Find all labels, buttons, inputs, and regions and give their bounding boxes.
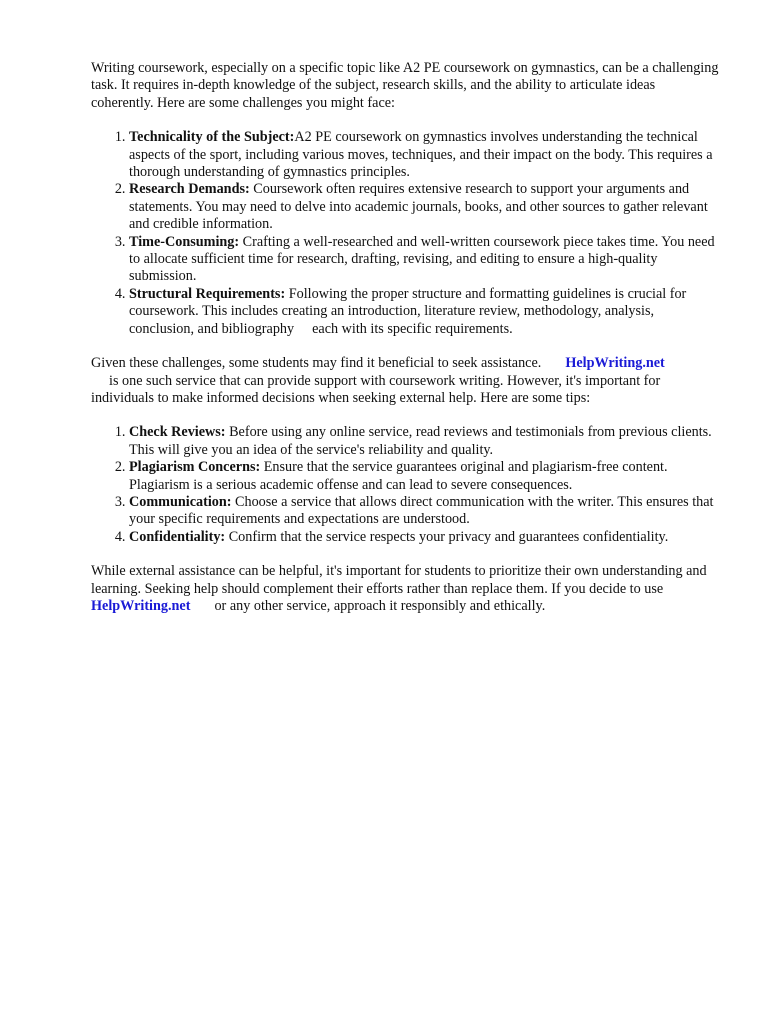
tip-text: Ensure that the service guarantees original and plagiarism-free content. Plagiarism is a serious academic offense and can lead to severe consequences. [129, 459, 668, 493]
tip-text: Before using any online service, read reviews and testimonials from previous clients. This will give you an idea of the service's reliability and quality. [129, 424, 712, 458]
challenge-term: Research Demands: [129, 181, 250, 198]
tip-term: Communication: [129, 493, 232, 510]
challenge-text: Coursework often requires extensive research to support your arguments and statements. You may need to delve into academic journals, books, and other sources to gather relevant and credible information. [129, 181, 708, 233]
tip-item-plagiarism [129, 459, 721, 494]
tip-text: Confirm that the service respects your privacy and guarantees confidentiality. [225, 528, 669, 545]
closing-text-after: or any other service, approach it responsibly and ethically. [214, 597, 546, 614]
document-page [91, 60, 721, 615]
tips-list [91, 424, 721, 546]
closing-paragraph [91, 563, 721, 615]
challenge-text: Following the proper structure and formatting guidelines is crucial for coursework. This includes creating an introduction, literature review, methodology, analysis, conclusion, and bibliography [129, 285, 687, 337]
tip-term: Confidentiality: [129, 528, 226, 545]
challenge-item-structure [129, 286, 721, 338]
challenge-item-time [129, 234, 721, 286]
helpwriting-link[interactable]: HelpWriting.net [565, 355, 665, 372]
challenge-text-after: each with its specific requirements. [312, 320, 513, 337]
challenge-item-research [129, 181, 721, 233]
assistance-text-after: is one such service that can provide support with coursework writing. However, it's important for individuals to make informed decisions when seeking external help. Here are some tips: [91, 372, 661, 406]
challenge-term: Technicality of the Subject: [129, 129, 295, 146]
assistance-paragraph [91, 355, 721, 407]
tip-term: Check Reviews: [129, 424, 226, 441]
tip-item-reviews [129, 424, 721, 459]
tip-term: Plagiarism Concerns: [129, 459, 261, 476]
tip-item-communication [129, 494, 721, 529]
tip-item-confidentiality [129, 529, 721, 546]
challenge-text: Crafting a well-researched and well-written coursework piece takes time. You need to allocate sufficient time for research, drafting, revising, and editing to ensure a high-quality submission. [129, 233, 715, 285]
closing-text-before: While external assistance can be helpful, it's important for students to prioritize their own understanding and learning. Seeking help should complement their efforts rather than replace them. If you decide to use [91, 563, 707, 597]
intro-paragraph: Writing coursework, especially on a specific topic like A2 PE coursework on gymnastics, can be a challenging task. It requires in-depth knowledge of the subject, research skills, and the ability to articulate ideas coherently. Here are some challenges you might face: [91, 60, 719, 111]
challenges-list [91, 129, 721, 338]
helpwriting-link[interactable]: HelpWriting.net [91, 597, 191, 614]
challenge-text: A2 PE coursework on gymnastics involves understanding the technical aspects of the sport, including various moves, techniques, and their impact on the body. This requires a thorough understanding of gymnastics principles. [129, 129, 713, 181]
challenge-term: Time-Consuming: [129, 233, 240, 250]
assistance-text-before: Given these challenges, some students may find it beneficial to seek assistance. [91, 355, 542, 372]
challenge-term: Structural Requirements: [129, 285, 286, 302]
challenge-item-technicality [129, 129, 721, 181]
tip-text: Choose a service that allows direct communication with the writer. This ensures that your specific requirements and expectations are understood. [129, 493, 714, 528]
